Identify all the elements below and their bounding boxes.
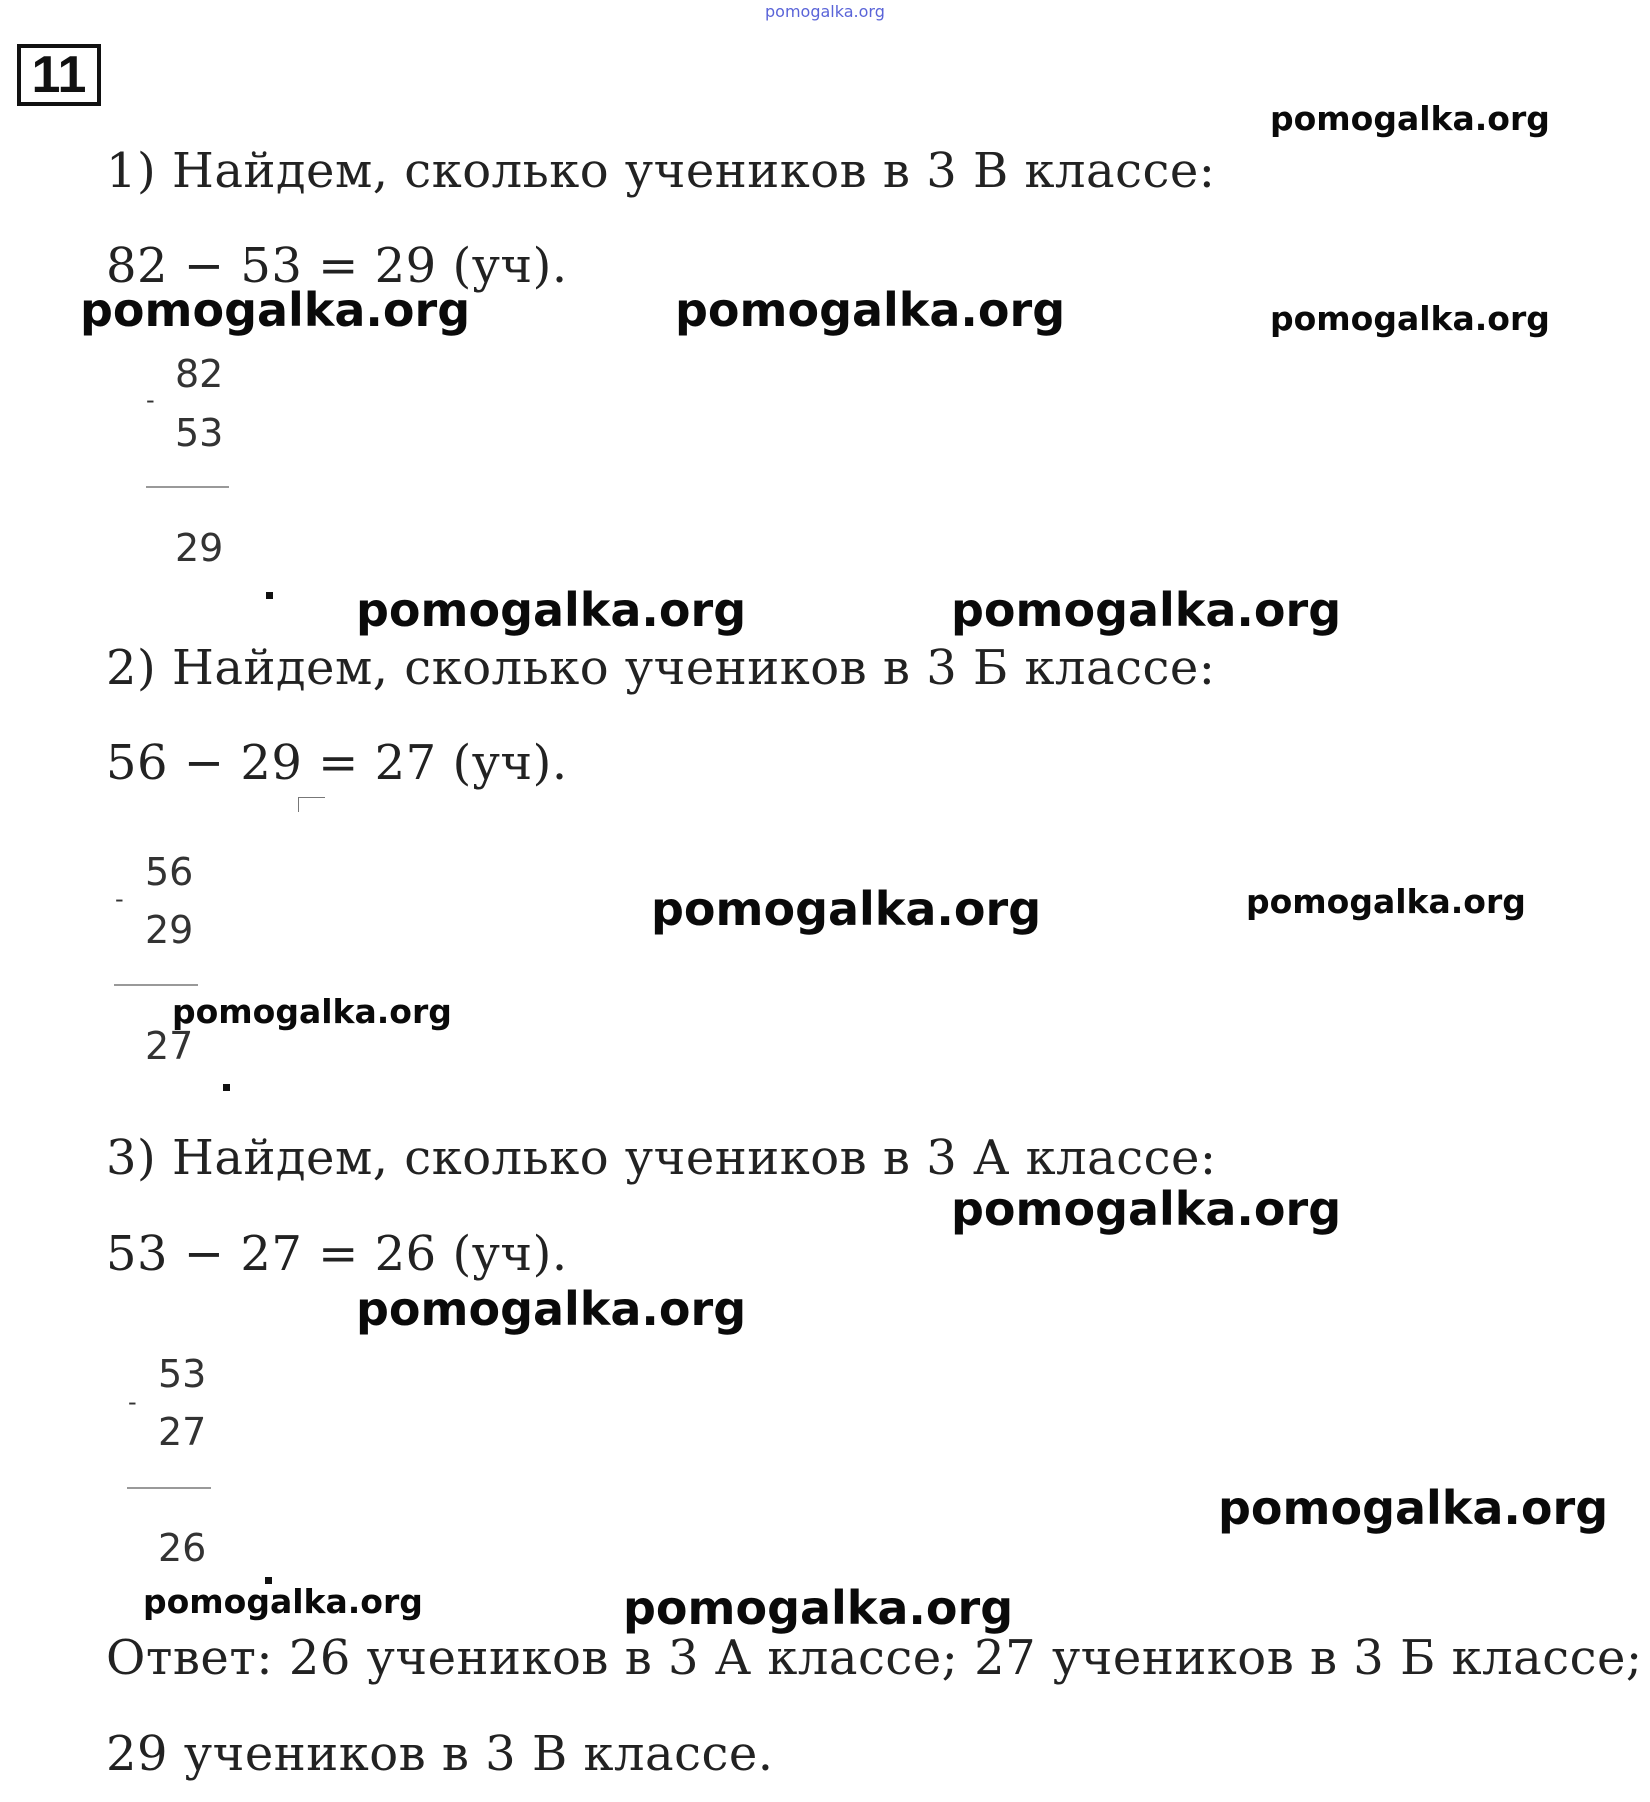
step-1-subtrahend: 53	[175, 411, 224, 455]
step-1-heading: 1) Найдем, сколько учеников в 3 В классе:	[106, 143, 1216, 199]
watermark: pomogalka.org	[356, 583, 747, 637]
step-2-equation: 56 − 29 = 27 (уч).	[106, 735, 568, 791]
step-1-result: 29	[175, 526, 224, 570]
watermark: pomogalka.org	[951, 1182, 1342, 1236]
step-3-heading: 3) Найдем, сколько учеников в 3 А классе:	[106, 1130, 1217, 1186]
step-1-column-rule	[146, 486, 229, 488]
step-1-equation: 82 − 53 = 29 (уч).	[106, 238, 568, 294]
watermark: pomogalka.org	[172, 992, 452, 1031]
task-number-badge: 11	[17, 44, 101, 106]
step-1-dot	[266, 592, 273, 599]
watermark: pomogalka.org	[80, 283, 471, 337]
top-watermark: pomogalka.org	[765, 2, 885, 21]
answer-line-1: Ответ: 26 учеников в 3 А классе; 27 учеников в 3 Б классе;	[106, 1630, 1643, 1686]
step-3-equation: 53 − 27 = 26 (уч).	[106, 1226, 568, 1282]
step-3-minus-sign: -	[128, 1388, 137, 1416]
step-2-result: 27	[145, 1024, 194, 1068]
step-3-column-rule	[127, 1487, 211, 1489]
answer-line-2: 29 учеников в 3 В классе.	[106, 1726, 774, 1782]
watermark: pomogalka.org	[675, 283, 1066, 337]
step-2-heading: 2) Найдем, сколько учеников в 3 Б классе:	[106, 640, 1216, 696]
step-1-minuend: 82	[175, 352, 224, 396]
watermark: pomogalka.org	[143, 1582, 423, 1621]
step-2-column-rule	[114, 984, 198, 986]
watermark: pomogalka.org	[1270, 99, 1550, 138]
watermark: pomogalka.org	[651, 882, 1042, 936]
watermark: pomogalka.org	[951, 583, 1342, 637]
step-3-minuend: 53	[158, 1352, 207, 1396]
watermark: pomogalka.org	[356, 1282, 747, 1336]
step-2-minus-sign: -	[115, 885, 124, 913]
watermark: pomogalka.org	[623, 1581, 1014, 1635]
watermark: pomogalka.org	[1218, 1481, 1609, 1535]
step-3-subtrahend: 27	[158, 1410, 207, 1454]
step-2-dot	[223, 1084, 230, 1091]
step-2-minuend: 56	[145, 850, 194, 894]
step-2-subtrahend: 29	[145, 908, 194, 952]
step-3-result: 26	[158, 1526, 207, 1570]
watermark: pomogalka.org	[1270, 299, 1550, 338]
watermark: pomogalka.org	[1246, 882, 1526, 921]
step-2-cursor-mark	[298, 797, 325, 812]
step-1-minus-sign: -	[146, 386, 155, 414]
